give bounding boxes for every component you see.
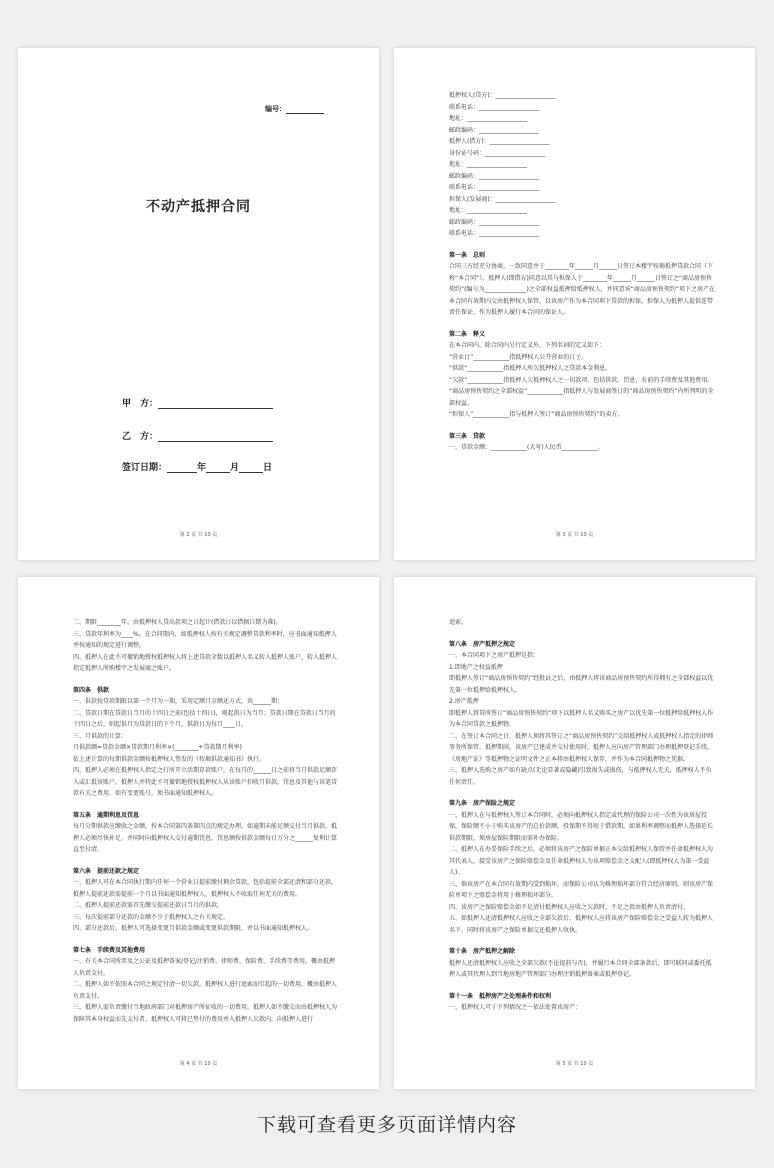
sign-date-row (122, 460, 272, 473)
day-label: 日 (263, 463, 273, 473)
section-body: 一、有关本合同所涉及之公证及抵押备案/登记/注销费、律师费、保险费、手续费等费用，概由抵押人负责支付。 二、抵押人如不依照本合同之规定付清一切欠款，抵押权人进行追索而引起的一切费用，概由抵押人负责支付。 三、抵押人需负责缴付当地政府部门对抵押房产所征收的一切费用。抵押人如不缴交而由抵押权人为保障其本身权益而先支付者，抵押权人可将已垫付的费用并入抵押人欠款内，向抵押人进行 (73, 958, 338, 1023)
page-footer: 第 3 页 共 10 页 (555, 532, 594, 538)
page-3 (394, 48, 755, 560)
section-heading: 第一条 总则 (449, 251, 486, 259)
section-heading: 第十条 房产抵押之解除 (449, 948, 516, 955)
section-heading: 第九条 房产保险之规定 (449, 800, 516, 807)
party-a-label: 甲 方： (122, 399, 159, 409)
year-label: 年 (197, 463, 207, 473)
day-line (239, 463, 263, 473)
section-body: 一、抵押人在与抵押权人签订本合同时，必须向抵押权人指定或代理的保险公司一次性为该房屋投保，保险额不小于购买该房产的总价款额，投保期不得短于借款期，如果利率调整而抵押人选择延长供款期限，须房屋保险期限而需补办保险。 二、抵押人在办妥保险手续之后，必须将该房产之保险单据正本交给抵押权人保管并任命抵押权人为其代表人，接受该房产之保险赔偿金及任命抵押权人为该项赔偿金之支配人(即抵押权人为第一受益人)。 三、倘该房产在本合同有效期内受到损坏，而保险公司认为修理损坏部分符合经济原则，则该房产保险单项下之赔偿金将用于修理损坏部分。 四、该房产之保险赔偿金如不足清付抵押权人应收之欠款时，不足之款由抵押人负责清付。 五、如抵押人还清抵押权人应收之全部欠款后，抵押权人应将该房产保险赔偿金之受益人转为抵押人名下，同时将该房产之保险单据交还抵押人收执。 (449, 811, 714, 934)
contract-title: 不动产抵押合同 (146, 199, 251, 215)
section-heading: 第七条 手续费及其他费用 (73, 946, 146, 954)
year-line (167, 463, 197, 473)
section-body: 一、供款按贷款期限以第一个月为一期，采用定额月金额还方式，共______期； 二、贷款日期在贷款日当月的十四日之前(包括十四日)，则起供日为当月；贷款日期在贷款日当月的十四日之后，则起供月为贷款日的下个月，供款日为每月____日。 三、月供款的计算： 月供款额=贷款金额×贷款期月利率×(________+贷款期月利率) 依上述计算的每期供款金额按抵押权人签发的《按揭供款通知书》执行。 四、抵押人必须在抵押权人指定之行所开立活期存款账户，在每月的______日之前将当月供款足额存入或汇抵该账户，抵押人并特此不可撤销地授权抵押权人从该账户扣收月供款、罚息及其他与该笔贷款有关之费用，如有变更账号，须书面通知抵押权人。 (73, 698, 338, 797)
section-body: 一、贷款金额：____________(大写)人民币____________。 (449, 444, 604, 451)
page-cover (18, 48, 379, 560)
page-footer: 第 5 页 共 10 页 (555, 1061, 594, 1067)
section-heading: 第二条 释义 (449, 330, 486, 338)
contract-number (265, 104, 324, 114)
section-body: 追索。 (449, 619, 468, 626)
party-a-row (122, 396, 273, 409)
section-body: 抵押人还清抵押权人应收之全部欠款(不论提前与否)，并履行本合同全部条款后，即可联同或委托抵押人或其代理人到当地房地产管理部门办理注销抵押备案或抵押登记。 (449, 959, 712, 978)
section-heading: 第三条 贷款 (449, 432, 486, 440)
page-4 (18, 577, 379, 1089)
section-heading: 第四条 供款 (73, 686, 110, 694)
sign-date-label: 签订日期： (122, 463, 168, 473)
section-body: 一、抵押权人可于下列情况之一依法处置该房产： (449, 1004, 582, 1011)
party-a-line (158, 399, 273, 409)
month-line (206, 463, 230, 473)
section-body: 在本合同内，除合同内另行定义外，下列名词的定义如下： “营业日”____________指抵押权人公开营业的日子。 “供款”____________指抵押人所欠抵押权人之贷款本金利息。 “欠款”____________指抵押人欠抵押权人之一切款项，包括供款、罚息、有前的手续费及其他费用。 “商品房预售契约之全部权益”____________指抵押人与发展商签订的“商品房预售契约”内所列明的全部权益。 “担保人”____________指与抵押人签订“商品房预售契约”的卖方。 (449, 342, 714, 418)
section-body: 合同三方经充分协商，一致同意并于________年______月______日签订本楼宇按揭抵押贷款合同（下称“本合同”）。抵押人(即借方)同意以其与担保人于________年______月______日签订之“商品房预售契约”(编号为______________)之全部权益抵押给抵押权人，并同意该“商品房预售契约”项下之房产在本合同有效期内交由抵押权人保管，以该房产作为本合同项下贷款的担保。担保人为抵押人提供连带责任保证，作为抵押人履行本合同的保证人。 (449, 263, 716, 316)
page-footer: 第 2 页 共 10 页 (179, 532, 218, 538)
parties-info: 抵押权人(贷方)：____________________ 联系电话：____________________ 地址：____________________ 邮政编码：____________________ 抵押人(借方)：____________________ 身份证号码：____________________ 地址：____________________ 邮政编码：____________________ 联系电话：____________________ 担保人(发展商)：____________________ 地址：____________________ 邮政编码：____________________ 联系电话：____________________ (449, 92, 556, 237)
contract-number-line (286, 113, 324, 114)
month-label: 月 (230, 463, 240, 473)
section-body: 二、期限________年。由抵押权人贷出款项之日起计(借款日以借据日期为准)。 三、贷款年利率为____%。在合同期内，如抵押权人按有关规定调整贷款利率时，应书面通知抵押人并按通知的规定进行调整。 四、抵押人在此不可撤销地授权抵押权人将上述贷款全数以抵押人名义转入抵押人账户，转入抵押人指定抵押人所购楼宇之发展商之账户。 (73, 619, 338, 672)
section-heading: 第十一条 抵押房产之处理条件和权利 (449, 992, 552, 1000)
page-footer: 第 4 页 共 10 页 (179, 1061, 218, 1067)
section-heading: 第五条 逾期利息及罚息 (73, 811, 140, 819)
party-b-line (158, 432, 273, 442)
download-caption: 下载可查看更多页面详情内容 (256, 1114, 517, 1136)
section-heading: 第八条 房产抵押之规定 (449, 640, 516, 648)
section-body: 一、本合同项下之房产抵押是指： 1.即地产之权益抵押 即抵押人签订“商品房预售契约”经批证之后，由抵押人将该商品房预售契约所得拥有之全部权益以优先第一位抵押给抵押权人。 2.房产抵押 即抵押人将其所签订“商品房预售契约”项下以抵押人名义购买之房产以优先第一位抵押给抵押权人作为本合同贷款之抵押物。 二、在签订本合同之日，抵押人须将其签订之“商品房预售契约”交给抵押权人或抵押权人指定的律师事务所保管。抵押期间，该房产已建成并交付使用时，抵押人应向房产管理部门办理抵押登记手续，《房地产证》等抵押物之证明文件之正本将由抵押权人保存，并作为本合同抵押物之凭据。 三、抵押人选购之房产如有缺点(无论显著或隐藏)引致损失或损伤，与抵押权人无关，抵押权人不负任何责任。 (449, 652, 714, 786)
party-b-row (122, 429, 273, 442)
contract-number-label: 编号： (265, 105, 286, 113)
section-body: 每月分期供款应缴收之金额，按本合同第四条第四点的规定办理。如逾期未能足额交付当月供款，抵押人必须尽快补足，并同时向抵押权人交付逾期罚息，罚息额按供款金额每日万分之______复利计算直至付清。 (73, 823, 338, 853)
section-heading: 第六条 提前还款之规定 (73, 867, 140, 875)
page-5 (394, 577, 755, 1089)
party-b-label: 乙 方： (122, 432, 159, 442)
section-body: 一、抵押人可在本合同执行期内任何一个营业日提前缴付剩余贷款，包括提前全部还清和部分还款。抵押人提前还款需提前一个月以书面通知抵押权人，抵押权人不收取任何无关的费用。 二、抵押人提前还款需首先缴交提前还款日当月的供款。 三、每次提前部分还款的金额不少于抵押权人之有关规定。 四、部分还款后，抵押人可选择变更月供款金额或变更供款期限，并以书面通知抵押权人。 (73, 879, 338, 932)
